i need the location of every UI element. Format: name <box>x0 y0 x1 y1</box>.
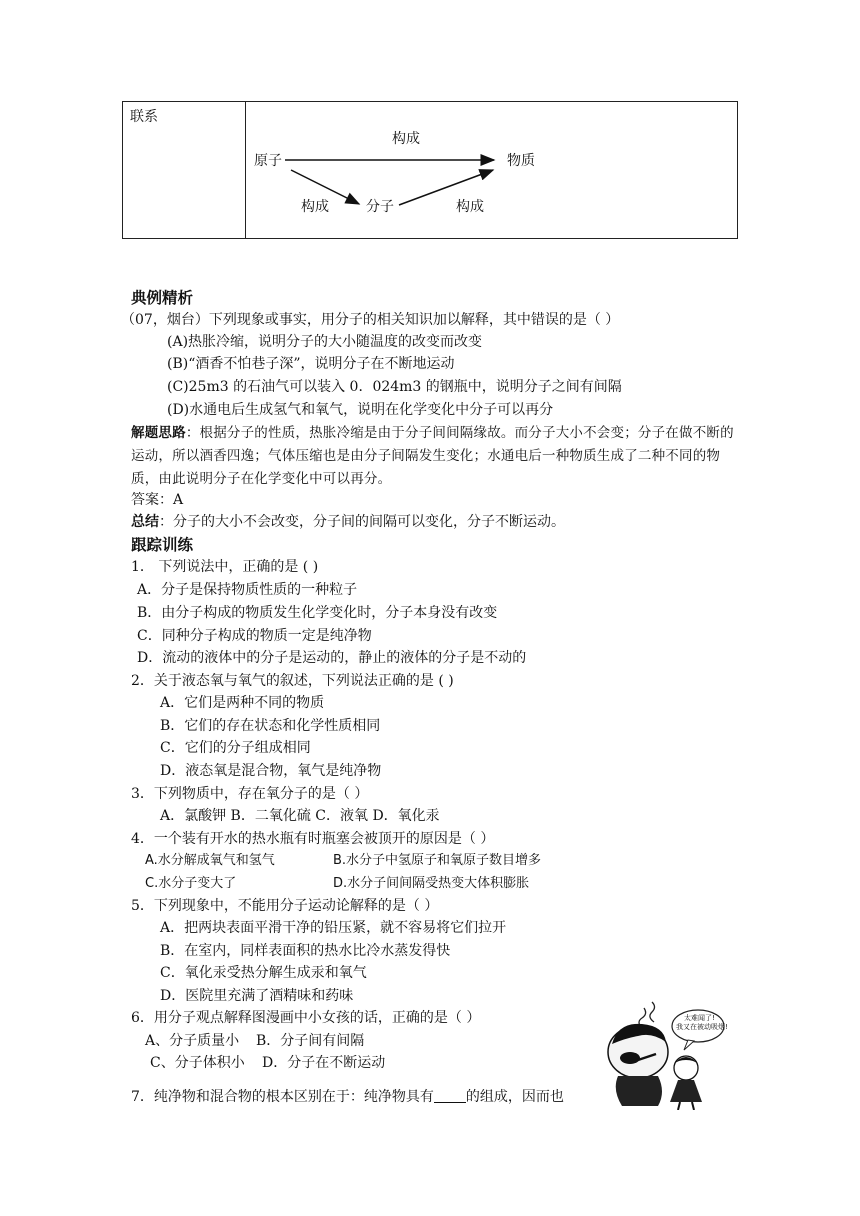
q6-option-a: A、分子质量小 <box>145 1033 240 1049</box>
example-option-d: (D)水通电后生成氢气和氧气，说明在化学变化中分子可以再分 <box>167 402 554 418</box>
cartoon-bubble-line2: 我又在被动吸烟! <box>676 1023 728 1031</box>
thinking-paragraph <box>131 422 735 491</box>
example-heading: 典例精析 <box>131 289 194 307</box>
cartoon-bubble-line1: 太难闻了! <box>684 1014 715 1022</box>
left-compose-label: 构成 <box>301 199 329 215</box>
thinking-text: ：根据分子的性质，热胀冷缩是由于分子间间隔缘故。而分子大小不会变；分子在做不断的运动，所以酒香四逸；气体压缩也是由分子间隔发生变化；水通电后一种物质生成了二种不同的物质，由此说明分子在化学变化中可以再分。 <box>131 425 734 487</box>
q5-stem: 5．下列现象中，不能用分子运动论解释的是（ ） <box>131 898 439 914</box>
smoking-cartoon <box>598 1000 726 1110</box>
q4-option-d: D.水分子间间隔受热变大体积膨胀 <box>333 876 530 891</box>
q7-blank[interactable] <box>434 1088 466 1103</box>
relation-table <box>122 101 738 239</box>
q1-option-c: C．同种分子构成的物质一定是纯净物 <box>137 628 372 644</box>
atom-node: 原子 <box>254 153 282 169</box>
q5-option-b: B．在室内，同样表面积的热水比冷水蒸发得快 <box>160 943 451 959</box>
q4-option-b: B.水分子中氢原子和氧原子数目增多 <box>333 853 542 868</box>
right-compose-label: 构成 <box>456 199 484 215</box>
summary-text: ：分子的大小不会改变，分子间的间隔可以变化，分子不断运动。 <box>159 514 565 530</box>
relation-label: 联系 <box>130 109 158 125</box>
q5-option-d: D．医院里充满了酒精味和药味 <box>160 988 354 1004</box>
thinking-label: 解题思路 <box>131 425 186 441</box>
example-option-b: (B)“酒香不怕巷子深”，说明分子在不断地运动 <box>167 356 455 372</box>
example-answer: 答案：A <box>131 492 184 508</box>
q6-option-c: C、分子体积小 <box>150 1055 245 1071</box>
q2-option-b: B．它们的存在状态和化学性质相同 <box>160 718 381 734</box>
relation-diagram <box>123 102 737 238</box>
q7-stem-before: 7．纯净物和混合物的根本区别在于：纯净物具有 <box>131 1089 434 1105</box>
q5-option-c: C．氧化汞受热分解生成汞和氧气 <box>160 965 367 981</box>
matter-node: 物质 <box>507 153 535 169</box>
example-option-a: (A)热胀冷缩，说明分子的大小随温度的改变而改变 <box>167 334 483 350</box>
q1-option-d: D．流动的液体中的分子是运动的，静止的液体的分子是不动的 <box>137 650 527 666</box>
example-question: （07，烟台）下列现象或事实，用分子的相关知识加以解释，其中错误的是（ ） <box>121 312 620 328</box>
q1-option-b: B．由分子构成的物质发生化学变化时，分子本身没有改变 <box>137 605 498 621</box>
q2-option-c: C．它们的分子组成相同 <box>160 740 311 756</box>
q3-stem: 3．下列物质中，存在氧分子的是（ ） <box>131 786 369 802</box>
q7-stem <box>131 1087 564 1107</box>
q7-stem-after: 的组成，因而也 <box>465 1089 564 1105</box>
q2-option-d: D．液态氧是混合物，氧气是纯净物 <box>160 763 382 779</box>
q6-stem: 6．用分子观点解释图漫画中小女孩的话，正确的是（ ） <box>131 1010 481 1026</box>
q4-stem: 4．一个装有开水的热水瓶有时瓶塞会被顶开的原因是（ ） <box>131 831 495 847</box>
example-option-c: (C)25m3 的石油气可以装入 0．024m3 的钢瓶中，说明分子之间有间隔 <box>167 379 622 395</box>
molecule-node: 分子 <box>366 199 394 215</box>
q6-option-d: D．分子在不断运动 <box>262 1055 386 1071</box>
training-heading: 跟踪训练 <box>131 536 194 554</box>
q2-stem: 2．关于液态氧与氧气的叙述，下列说法正确的是 ( ) <box>131 673 454 689</box>
summary-line <box>131 512 565 532</box>
q1-option-a: A．分子是保持物质性质的一种粒子 <box>137 582 358 598</box>
top-compose-label: 构成 <box>392 131 420 147</box>
q6-option-b: B．分子间有间隔 <box>256 1033 365 1049</box>
q5-option-a: A．把两块表面平滑干净的铅压紧，就不容易将它们拉开 <box>160 920 507 936</box>
q4-option-c: C.水分子变大了 <box>145 876 237 891</box>
q2-option-a: A．它们是两种不同的物质 <box>160 695 325 711</box>
summary-label: 总结 <box>131 514 159 530</box>
q3-options: A．氯酸钾 B．二氧化硫 C．液氧 D．氧化汞 <box>160 808 440 824</box>
q1-stem: 1． 下列说法中，正确的是 ( ) <box>131 559 319 575</box>
q4-option-a: A.水分解成氧气和氢气 <box>145 853 275 868</box>
